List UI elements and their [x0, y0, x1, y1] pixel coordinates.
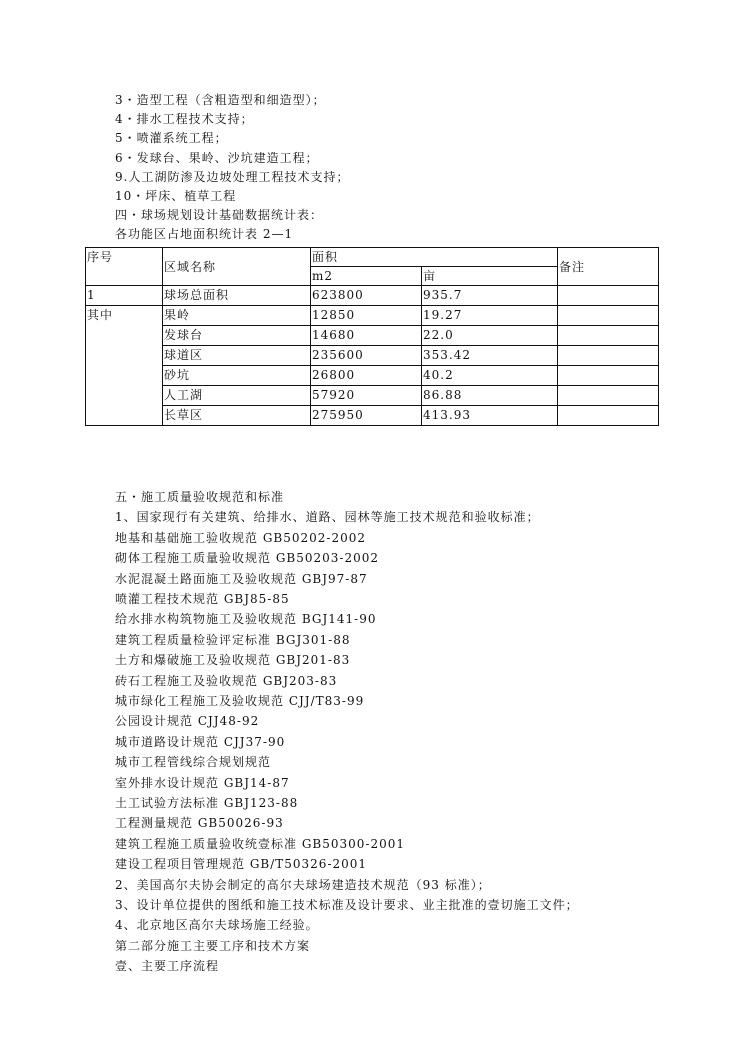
header-mu: 亩: [422, 267, 558, 286]
standards-line: 建筑工程施工质量验收统壹标准 GB50300-2001: [115, 836, 405, 851]
cell-note: [558, 326, 659, 346]
cell-note: [558, 286, 659, 306]
header-name: 区域名称: [163, 248, 311, 286]
cell-m2: 57920: [311, 386, 422, 406]
standards-line: 五・施工质量验收规范和标准: [115, 490, 285, 504]
standards-line: 4、北京地区高尔夫球场施工经验。: [115, 918, 319, 933]
table-row: [86, 386, 659, 406]
standards-line: 3、设计单位提供的图纸和施工技术标准及设计要求、业主批准的壹切施工文件；: [115, 898, 579, 912]
table-row-total: [86, 286, 659, 306]
cell-mu: 19.27: [422, 306, 558, 326]
cell-m2: 14680: [311, 326, 422, 346]
intro-line: 9.人工湖防渗及边坡处理工程技术支持；: [115, 169, 350, 184]
header-m2: m2: [311, 267, 422, 286]
cell-m2: 12850: [311, 306, 422, 326]
standards-line: 工程测量规范 GB50026-93: [115, 816, 284, 831]
cell-m2: 275950: [311, 406, 422, 426]
standards-line: 砌体工程施工质量验收规范 GB50203-2002: [115, 551, 379, 566]
intro-line: 各功能区占地面积统计表 2—1: [115, 227, 294, 242]
intro-line: 3・造型工程（含粗造型和细造型）；: [115, 93, 326, 107]
standards-line: 城市绿化工程施工及验收规范 CJJ/T83-99: [115, 694, 365, 708]
cell-m2: 26800: [311, 366, 422, 386]
table-header-row: [86, 248, 659, 267]
standards-line: 2、美国高尔夫协会制定的高尔夫球场建造技术规范（93 标准）；: [115, 877, 491, 892]
table-row: [86, 306, 659, 326]
intro-line: 6・发球台、果岭、沙坑建造工程；: [115, 150, 319, 165]
cell-name: 果岭: [163, 306, 311, 326]
table-row: [86, 406, 659, 426]
standards-line: 建筑工程质量检验评定标准 BGJ301-88: [115, 632, 351, 647]
standards-line: 土方和爆破施工及验收规范 GBJ201-83: [115, 653, 351, 668]
intro-line: 10・坪床、植草工程: [115, 189, 237, 203]
cell-no: 1: [86, 286, 163, 306]
cell-name: 球场总面积: [163, 286, 311, 306]
cell-note: [558, 346, 659, 366]
standards-line: 水泥混凝土路面施工及验收规范 GBJ97-87: [115, 571, 368, 586]
cell-mu: 22.0: [422, 326, 558, 346]
cell-mu: 353.42: [422, 346, 558, 366]
cell-note: [558, 386, 659, 406]
table-row: [86, 326, 659, 346]
intro-line: 5・喷灌系统工程；: [115, 131, 228, 146]
cell-note: [558, 306, 659, 326]
table-row: [86, 346, 659, 366]
intro-line: 4・排水工程技术支持；: [115, 112, 254, 127]
table-row: [86, 366, 659, 386]
cell-note: [558, 406, 659, 426]
standards-line: 公园设计规范 CJJ48-92: [115, 714, 260, 729]
cell-mu: 86.88: [422, 386, 558, 406]
cell-mu: 413.93: [422, 406, 558, 426]
standards-line: 城市道路设计规范 CJJ37-90: [115, 734, 286, 749]
group-label: 其中: [86, 306, 163, 426]
area-statistics-table: [85, 247, 659, 426]
standards-line: 土工试验方法标准 GBJ123-88: [115, 796, 299, 810]
cell-note: [558, 366, 659, 386]
standards-line: 第二部分施工主要工序和技术方案: [115, 938, 311, 953]
cell-name: 发球台: [163, 326, 311, 346]
cell-name: 球道区: [163, 346, 311, 366]
standards-line: 给水排水构筑物施工及验收规范 BGJ141-90: [115, 612, 377, 627]
cell-name: 长草区: [163, 406, 311, 426]
cell-mu: 935.7: [422, 286, 558, 306]
standards-line: 1、国家现行有关建筑、给排水、道路、园林等施工技术规范和验收标准；: [115, 510, 540, 525]
standards-line: 喷灌工程技术规范 GBJ85-85: [115, 592, 290, 606]
standards-line: 砖石工程施工及验收规范 GBJ203-83: [115, 673, 338, 688]
cell-mu: 40.2: [422, 366, 558, 386]
header-area: 面积: [311, 248, 558, 267]
cell-m2: 623800: [311, 286, 422, 306]
header-note: 备注: [558, 248, 659, 286]
standards-line: 建设工程项目管理规范 GB/T50326-2001: [115, 857, 368, 872]
standards-line: 室外排水设计规范 GBJ14-87: [115, 775, 290, 790]
standards-line: 地基和基础施工验收规范 GB50202-2002: [115, 530, 366, 545]
cell-name: 砂坑: [163, 366, 311, 386]
intro-line: 四・球场规划设计基础数据统计表：: [115, 208, 324, 223]
standards-line: 壹、主要工序流程: [115, 959, 220, 974]
cell-name: 人工湖: [163, 386, 311, 406]
standards-line: 城市工程管线综合规划规范: [115, 755, 272, 770]
cell-m2: 235600: [311, 346, 422, 366]
header-no: 序号: [86, 248, 163, 286]
